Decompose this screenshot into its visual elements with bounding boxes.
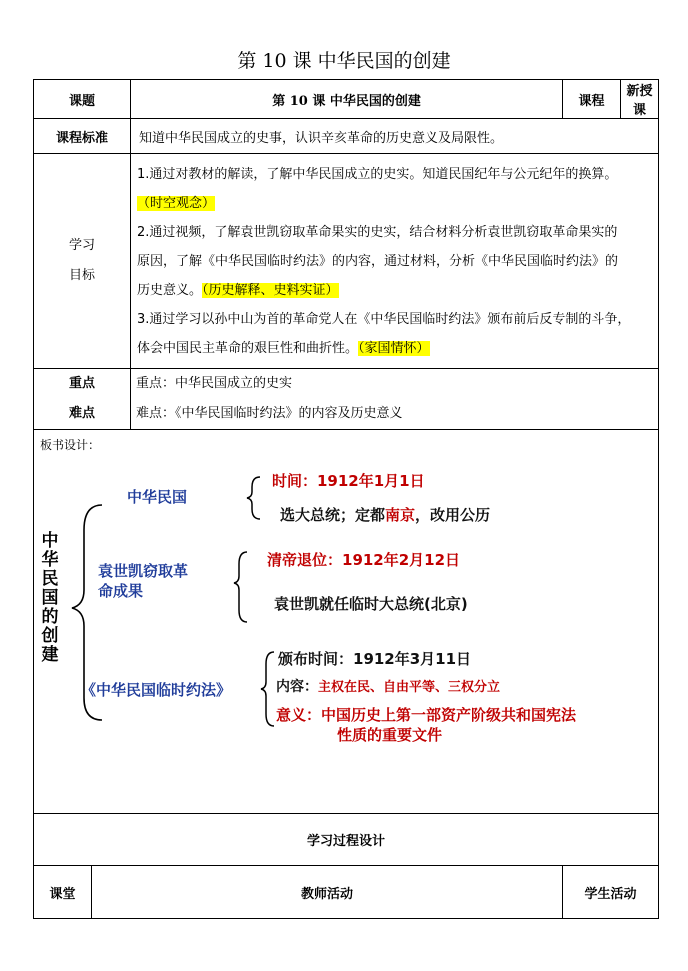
branch-2-abdicate: 清帝退位：1912年2月12日 — [267, 551, 461, 569]
difficult-point-label: 难点 — [69, 406, 96, 421]
branch-1-time: 时间：1912年1月1日 — [272, 472, 425, 490]
goals-text — [131, 154, 659, 369]
goal-2-line-b: 原因，了解《中华民国临时约法》的内容，通过材料，分析《中华民国临时约法》的 — [137, 253, 619, 269]
branch-2-title: 袁世凯窃取革 命成果 — [98, 562, 189, 600]
brace-branch-3 — [261, 652, 274, 726]
goal-1-line: 1.通过对教材的解读，了解中华民国成立的史实。知道民国纪年与公元纪年的换算。 — [137, 166, 618, 182]
standard-row — [34, 119, 659, 154]
root-char: 创 — [41, 626, 59, 646]
branch-3-content: 内容：主权在民、自由平等、三权分立 — [276, 679, 501, 695]
root-char: 的 — [41, 607, 59, 627]
root-char: 华 — [41, 550, 59, 570]
process-title: 学习过程设计 — [34, 814, 659, 866]
process-row — [34, 814, 659, 866]
board-root-vertical — [40, 532, 60, 665]
brace-branch-2 — [234, 552, 247, 622]
goals-row — [34, 154, 659, 369]
root-char: 国 — [41, 588, 59, 608]
standard-text: 知道中华民国成立的史事，认识辛亥革命的历史意义及局限性。 — [131, 119, 659, 154]
goal-1-tag: （时空观念） — [137, 195, 216, 211]
branch-2-yuan: 袁世凯就任临时大总统(北京) — [274, 595, 468, 613]
header-row — [34, 80, 659, 119]
topic-label: 课题 — [34, 80, 131, 119]
goal-3-tag: （家国情怀） — [358, 340, 430, 356]
branch-3-meaning: 意义：中国历史上第一部资产阶级共和国宪法 性质的重要文件 — [276, 706, 577, 744]
activity-col-student: 学生活动 — [563, 866, 659, 919]
activity-row — [34, 866, 659, 919]
activity-col-classroom: 课堂 — [34, 866, 92, 919]
lesson-plan-table — [33, 79, 659, 919]
branch-1-title: 中华民国 — [127, 488, 188, 506]
board-design — [34, 430, 659, 814]
branch-3-date: 颁布时间：1912年3月11日 — [278, 650, 472, 668]
board-row — [34, 430, 659, 814]
topic-value: 第 10 课 中华民国的创建 — [131, 80, 563, 119]
board-label: 板书设计： — [40, 438, 101, 452]
root-char: 建 — [41, 645, 59, 665]
goal-3-line-a: 3.通过学习以孙中山为首的革命党人在《中华民国临时约法》颁布前后反专制的斗争， — [137, 311, 631, 327]
course-type-label: 课程 — [563, 80, 621, 119]
goal-2-line-c: 历史意义。 — [137, 282, 203, 298]
goals-label-line2: 目标 — [69, 268, 96, 283]
course-type-value: 新授课 — [621, 80, 659, 119]
root-char: 民 — [41, 569, 59, 589]
root-char: 中 — [41, 531, 59, 551]
standard-label: 课程标准 — [34, 119, 131, 154]
activity-col-teacher: 教师活动 — [92, 866, 563, 919]
branch-3-title: 《中华民国临时约法》 — [81, 681, 232, 699]
key-point-text: 重点：中华民国成立的史实 — [136, 376, 293, 391]
branch-1-item: 选大总统；定都南京，改用公历 — [280, 506, 491, 524]
goal-2-line-a: 2.通过视频，了解袁世凯窃取革命果实的史实，结合材料分析袁世凯窃取革命果实的 — [137, 224, 618, 240]
goals-label-line1: 学习 — [69, 238, 96, 253]
key-point-label: 重点 — [69, 376, 96, 391]
key-row — [34, 369, 659, 430]
capital-city: 南京 — [385, 506, 416, 524]
brace-branch-1 — [247, 477, 260, 519]
goal-2-tag: （历史解释、史料实证） — [202, 282, 339, 298]
difficult-point-text: 难点：《中华民国临时约法》的内容及历史意义 — [136, 406, 403, 421]
goal-3-line-b: 体会中国民主革命的艰巨性和曲折性。 — [137, 340, 359, 356]
page-title: 第 10 课 中华民国的创建 — [237, 50, 451, 72]
